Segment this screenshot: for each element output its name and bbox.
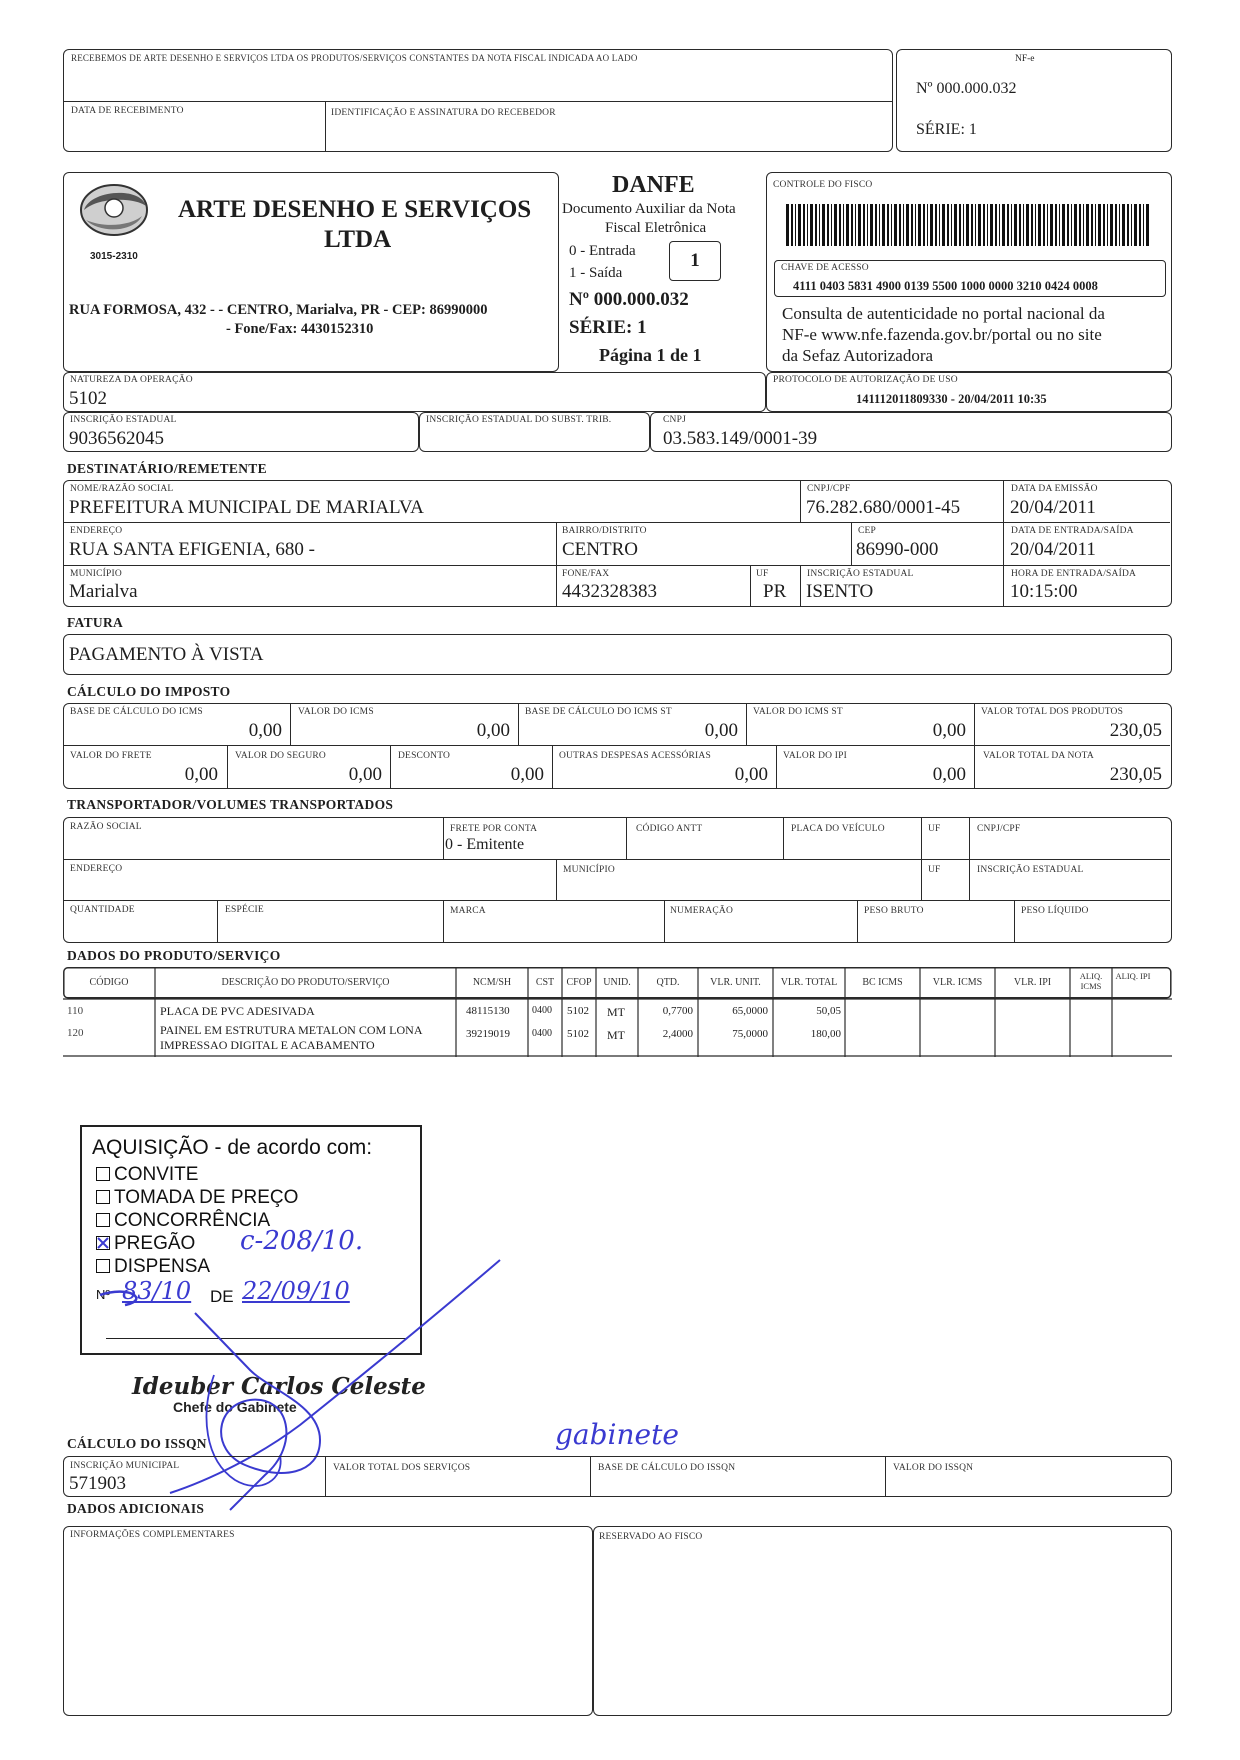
fatura-texto: PAGAMENTO À VISTA [69, 644, 264, 665]
imp-frete-label: VALOR DO FRETE [70, 751, 152, 761]
dest-v-1 [800, 481, 801, 522]
dest-ie: ISENTO [806, 581, 874, 602]
th-cst: CST [535, 977, 555, 988]
ie-value: 9036562045 [69, 428, 164, 449]
imp-vl-icms: 0,00 [476, 720, 510, 741]
dest-hline-1 [64, 522, 1170, 523]
dest-nome-label: NOME/RAZÃO SOCIAL [70, 484, 174, 494]
stamp-numero: 83/10 [122, 1277, 192, 1305]
dest-v-2 [1003, 481, 1004, 606]
handwritten-gabinete: gabinete [555, 1418, 679, 1451]
danfe-subtitle-2: Fiscal Eletrônica [605, 220, 707, 236]
imp-bc-st: 0,00 [704, 720, 738, 741]
imposto-hline [64, 745, 1170, 746]
transp-v-8 [443, 900, 444, 942]
dest-municipio: Marialva [69, 581, 138, 602]
row2-ncm: 39219019 [466, 1028, 510, 1040]
danfe-tipo-box [669, 241, 721, 281]
row2-unid: MT [607, 1028, 625, 1042]
dest-entrada: 20/04/2011 [1010, 539, 1096, 560]
transp-municipio-label: MUNICÍPIO [563, 865, 615, 875]
imp-v-5 [227, 745, 228, 788]
imp-v-3 [746, 704, 747, 745]
row2-cfop: 5102 [567, 1028, 589, 1040]
transp-frete-label: FRETE POR CONTA [450, 824, 538, 834]
row2-qtd: 2,4000 [662, 1028, 693, 1040]
transp-peso-liquido-label: PESO LÍQUIDO [1021, 906, 1089, 916]
row2-vunit: 75,0000 [732, 1028, 768, 1040]
ie-label: INSCRIÇÃO ESTADUAL [70, 415, 177, 425]
dest-fone-label: FONE/FAX [562, 569, 610, 579]
th-unid: UNID. [603, 977, 631, 988]
imp-desconto: 0,00 [510, 764, 544, 785]
produtos-table [63, 967, 1172, 1057]
stamp-option-concorrencia: CONCORRÊNCIA [96, 1210, 270, 1232]
dest-v-4 [851, 522, 852, 565]
transp-hline-1 [64, 859, 1170, 860]
dest-nome: PREFEITURA MUNICIPAL DE MARIALVA [69, 497, 424, 518]
transp-marca-label: MARCA [450, 906, 486, 916]
transp-ie-label: INSCRIÇÃO ESTADUAL [977, 865, 1084, 875]
transp-placa-label: PLACA DO VEÍCULO [791, 824, 885, 834]
th-bcicms: BC ICMS [862, 977, 903, 988]
chave-label: CHAVE DE ACESSO [781, 263, 869, 273]
th-vipi: VLR. IPI [1013, 977, 1052, 988]
imp-v-7 [552, 745, 553, 788]
issqn-base-label: BASE DE CÁLCULO DO ISSQN [598, 1463, 736, 1473]
transp-peso-bruto-label: PESO BRUTO [864, 906, 924, 916]
reservado-fisco-box [593, 1526, 1172, 1716]
emitente-address-1: RUA FORMOSA, 432 - - CENTRO, Marialva, PR - CEP: 86990000 [69, 302, 488, 318]
stamp-option-tomada: TOMADA DE PREÇO [96, 1187, 298, 1209]
th-codigo: CÓDIGO [89, 977, 129, 988]
transp-v-3 [783, 818, 784, 859]
transp-uf-label: UF [928, 824, 941, 834]
cnpj-value: 03.583.149/0001-39 [663, 428, 818, 449]
transp-uf2-label: UF [928, 865, 941, 875]
transp-v-11 [1014, 900, 1015, 942]
dest-hora: 10:15:00 [1010, 581, 1078, 602]
signer-role: Chefe do Gabinete [173, 1399, 297, 1415]
issqn-v-1 [325, 1457, 326, 1496]
protocolo-value: 141112011809330 - 20/04/2011 10:35 [856, 392, 1047, 406]
info-complementares-label: INFORMAÇÕES COMPLEMENTARES [70, 1530, 235, 1540]
pregao-annotation: c-208/10. [240, 1226, 364, 1256]
controle-fisco-label: CONTROLE DO FISCO [773, 180, 873, 190]
imp-seguro: 0,00 [348, 764, 382, 785]
dest-v-3 [556, 522, 557, 606]
stamp-numero-prefix: Nº [96, 1287, 111, 1302]
th-vunit: VLR. UNIT. [710, 977, 761, 988]
th-aliq-icms: ALIQ. ICMS [1079, 971, 1103, 991]
dest-cnpj-label: CNPJ/CPF [807, 484, 851, 494]
imp-ipi-label: VALOR DO IPI [783, 751, 847, 761]
row1-vunit: 65,0000 [732, 1005, 768, 1017]
th-qtd: QTD. [656, 977, 680, 988]
dest-emissao: 20/04/2011 [1010, 497, 1096, 518]
issqn-im: 571903 [69, 1473, 126, 1494]
transp-endereco-label: ENDEREÇO [70, 864, 123, 874]
dest-uf: PR [763, 581, 787, 602]
issqn-total-label: VALOR TOTAL DOS SERVIÇOS [333, 1463, 471, 1473]
imp-seguro-label: VALOR DO SEGURO [235, 751, 326, 761]
imp-v-4 [974, 704, 975, 788]
emitente-name-1: ARTE DESENHO E SERVIÇOS [178, 196, 532, 223]
natureza-label: NATUREZA DA OPERAÇÃO [70, 375, 193, 385]
data-recebimento-label: DATA DE RECEBIMENTO [71, 106, 184, 116]
imp-ipi: 0,00 [932, 764, 966, 785]
danfe-saida: 1 - Saída [569, 265, 623, 281]
chave-acesso: 4111 0403 5831 4900 0139 5500 1000 0000 3210 0424 0008 [793, 279, 1098, 293]
dest-fone: 4432328383 [562, 581, 657, 602]
danfe-serie: SÉRIE: 1 [569, 317, 647, 338]
danfe-subtitle-1: Documento Auxiliar da Nota [562, 201, 736, 217]
dest-v-5 [750, 565, 751, 606]
dest-hora-label: HORA DE ENTRADA/SAÍDA [1011, 569, 1137, 579]
transp-v-9 [664, 900, 665, 942]
row2-descricao-2: IMPRESSAO DIGITAL E ACABAMENTO [160, 1038, 375, 1052]
canhoto-divider [64, 101, 892, 102]
imposto-section: CÁLCULO DO IMPOSTO [67, 684, 231, 699]
row1-cfop: 5102 [567, 1005, 589, 1017]
transp-numeracao-label: NUMERAÇÃO [670, 906, 734, 916]
row1-cst: 0400 [532, 1005, 552, 1016]
imp-vl-icms-label: VALOR DO ICMS [298, 707, 374, 717]
th-cfop: CFOP [566, 977, 592, 988]
row2-codigo: 120 [67, 1027, 84, 1039]
imp-desconto-label: DESCONTO [398, 751, 451, 761]
danfe-tipo: 1 [690, 250, 700, 271]
dest-entrada-label: DATA DE ENTRADA/SAÍDA [1011, 526, 1134, 536]
adicionais-section: DADOS ADICIONAIS [67, 1501, 205, 1516]
imp-total-prod: 230,05 [1109, 720, 1162, 741]
imp-vl-st-label: VALOR DO ICMS ST [753, 707, 843, 717]
th-descricao: DESCRIÇÃO DO PRODUTO/SERVIÇO [221, 977, 390, 988]
imp-vl-st: 0,00 [932, 720, 966, 741]
aquisicao-stamp [80, 1125, 422, 1355]
emitente-address-2: - Fone/Fax: 4430152310 [226, 321, 374, 337]
imp-v-2 [518, 704, 519, 745]
natureza-value: 5102 [69, 388, 107, 409]
transp-box [63, 817, 1172, 943]
transp-v-1 [443, 818, 444, 859]
produtos-section: DADOS DO PRODUTO/SERVIÇO [67, 948, 281, 963]
imp-bc-icms: 0,00 [248, 720, 282, 741]
issqn-section: CÁLCULO DO ISSQN [67, 1436, 207, 1451]
canhoto-nfe-label: NF-e [1015, 54, 1035, 64]
reservado-fisco-label: RESERVADO AO FISCO [599, 1532, 703, 1542]
stamp-data: 22/09/10 [242, 1277, 350, 1305]
signer-name: Ideuber Carlos Celeste [132, 1373, 426, 1400]
danfe-entrada: 0 - Entrada [569, 243, 636, 259]
dest-municipio-label: MUNICÍPIO [70, 569, 122, 579]
transp-hline-2 [64, 900, 1170, 901]
stamp-option-convite: CONVITE [96, 1164, 198, 1186]
emitente-name-2: LTDA [324, 226, 392, 253]
dest-cep-label: CEP [858, 526, 877, 536]
dest-ie-label: INSCRIÇÃO ESTADUAL [807, 569, 914, 579]
row1-qtd: 0,7700 [662, 1005, 693, 1017]
identificacao-label: IDENTIFICAÇÃO E ASSINATURA DO RECEBEDOR [331, 108, 556, 118]
transp-v-4 [921, 818, 922, 900]
row1-unid: MT [607, 1005, 625, 1019]
barcode-icon [786, 204, 1152, 246]
row1-codigo: 110 [67, 1005, 84, 1017]
stamp-de-label: DE [210, 1287, 234, 1306]
transp-v-6 [556, 859, 557, 900]
emitente-logo [70, 180, 158, 250]
imp-v-8 [776, 745, 777, 788]
canhoto-serie: SÉRIE: 1 [916, 121, 977, 138]
issqn-valor-label: VALOR DO ISSQN [893, 1463, 974, 1473]
consulta-line-2: NF-e www.nfe.fazenda.gov.br/portal ou no site [782, 325, 1102, 344]
fatura-section: FATURA [67, 615, 124, 630]
consulta-line-1: Consulta de autenticidade no portal nacional da [782, 304, 1105, 323]
destinatario-section: DESTINATÁRIO/REMETENTE [67, 461, 267, 476]
canhoto-numero: Nº 000.000.032 [916, 80, 1017, 97]
transp-razao-label: RAZÃO SOCIAL [70, 822, 142, 832]
transp-v-2 [626, 818, 627, 859]
imp-total-nota: 230,05 [1109, 764, 1162, 785]
dest-emissao-label: DATA DA EMISSÃO [1011, 484, 1098, 494]
row2-vtotal: 180,00 [810, 1028, 841, 1040]
dest-endereco-label: ENDEREÇO [70, 526, 123, 536]
checked-box-icon [96, 1236, 110, 1250]
imp-total-prod-label: VALOR TOTAL DOS PRODUTOS [981, 707, 1124, 717]
transp-especie-label: ESPÉCIE [225, 905, 264, 915]
canhoto-vdivider [325, 101, 326, 151]
th-aliq-ipi: ALIQ. IPI [1115, 971, 1151, 981]
danfe-pagina: Página 1 de 1 [599, 345, 702, 365]
dest-bairro: CENTRO [562, 539, 638, 560]
transp-v-7 [217, 900, 218, 942]
stamp-title: AQUISIÇÃO - de acordo com: [92, 1136, 373, 1159]
imp-frete: 0,00 [184, 764, 218, 785]
dest-bairro-label: BAIRRO/DISTRITO [562, 526, 647, 536]
imp-bc-st-label: BASE DE CÁLCULO DO ICMS ST [525, 707, 672, 717]
transportador-section: TRANSPORTADOR/VOLUMES TRANSPORTADOS [67, 797, 394, 812]
transp-quantidade-label: QUANTIDADE [70, 905, 135, 915]
stamp-option-dispensa: DISPENSA [96, 1256, 210, 1278]
transp-v-5 [969, 818, 970, 900]
dest-v-6 [800, 565, 801, 606]
th-vtotal: VLR. TOTAL [780, 977, 838, 988]
row1-ncm: 48115130 [466, 1005, 510, 1017]
imp-bc-icms-label: BASE DE CÁLCULO DO ICMS [70, 707, 203, 717]
danfe-block [559, 172, 763, 372]
imp-total-nota-label: VALOR TOTAL DA NOTA [983, 751, 1094, 761]
dest-cnpj: 76.282.680/0001-45 [806, 497, 961, 518]
imp-v-6 [390, 745, 391, 788]
th-vicms: VLR. ICMS [932, 977, 983, 988]
row1-descricao: PLACA DE PVC ADESIVADA [160, 1004, 315, 1018]
dest-endereco: RUA SANTA EFIGENIA, 680 - [69, 539, 316, 560]
th-ncm: NCM/SH [472, 977, 512, 988]
imp-outras-label: OUTRAS DESPESAS ACESSÓRIAS [559, 751, 711, 761]
issqn-v-2 [590, 1457, 591, 1496]
consulta-line-3: da Sefaz Autorizadora [782, 346, 934, 365]
stamp-option-pregao: PREGÃO [96, 1233, 195, 1255]
logo-phone: 3015-2310 [90, 251, 138, 262]
row2-descricao-1: PAINEL EM ESTRUTURA METALON COM LONA [160, 1023, 423, 1037]
dest-hline-2 [64, 565, 1170, 566]
info-complementares-box [63, 1526, 593, 1716]
issqn-v-3 [885, 1457, 886, 1496]
row1-vtotal: 50,05 [816, 1005, 841, 1017]
imp-v-1 [290, 704, 291, 745]
transp-frete: 0 - Emitente [445, 836, 525, 853]
protocolo-label: PROTOCOLO DE AUTORIZAÇÃO DE USO [773, 375, 958, 385]
stamp-signature-line [106, 1338, 406, 1339]
globe-logo-icon [70, 180, 158, 250]
danfe-title: DANFE [612, 172, 695, 198]
ie-st-label: INSCRIÇÃO ESTADUAL DO SUBST. TRIB. [426, 415, 612, 425]
imp-outras: 0,00 [734, 764, 768, 785]
barcode [786, 204, 1152, 246]
canhoto-recebemos: RECEBEMOS DE ARTE DESENHO E SERVIÇOS LTDA OS PRODUTOS/SERVIÇOS CONSTANTES DA NOTA FISCAL INDICADA AO LADO [71, 53, 638, 63]
danfe-numero: Nº 000.000.032 [569, 289, 689, 310]
cnpj-label: CNPJ [663, 415, 686, 425]
dest-cep: 86990-000 [856, 539, 939, 560]
dest-uf-label: UF [756, 569, 769, 579]
row2-cst: 0400 [532, 1028, 552, 1039]
issqn-im-label: INSCRIÇÃO MUNICIPAL [70, 1461, 180, 1471]
transp-v-10 [857, 900, 858, 942]
transp-antt-label: CÓDIGO ANTT [636, 824, 703, 834]
transp-cnpj-label: CNPJ/CPF [977, 824, 1021, 834]
